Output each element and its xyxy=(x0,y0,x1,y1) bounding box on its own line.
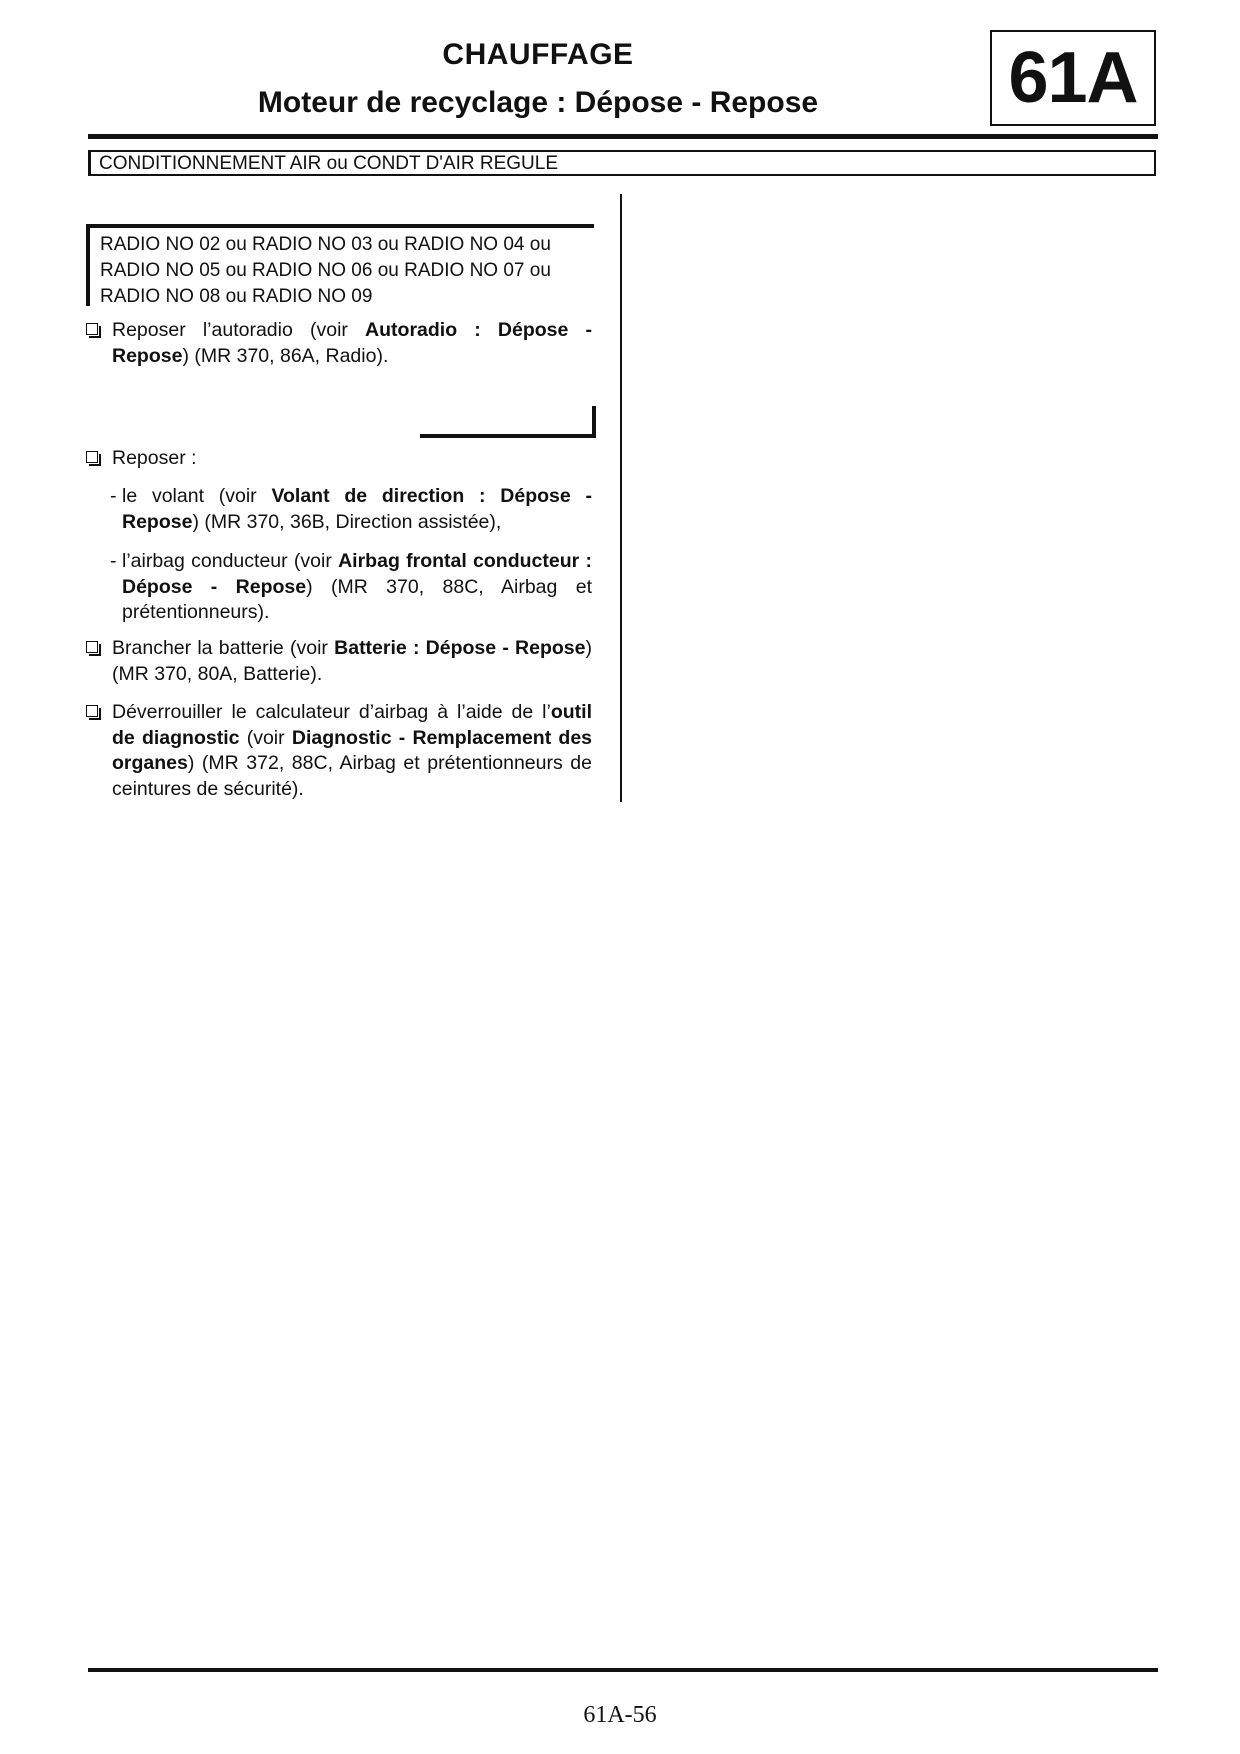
step-reference: Batterie : Dépose - Repose xyxy=(334,637,586,659)
dash-bullet: - xyxy=(110,550,117,572)
step-reposer xyxy=(86,446,592,472)
radio-box-end-mark xyxy=(420,406,596,438)
step-text: Brancher la batterie (voir xyxy=(112,637,335,659)
step-text: l’airbag conducteur (voir xyxy=(122,550,339,572)
condition-text: CONDITIONNEMENT AIR ou CONDT D'AIR REGULE xyxy=(99,153,558,174)
checkbox-bullet-icon xyxy=(86,705,98,717)
document-header xyxy=(88,36,988,122)
step-text: le volant (voir xyxy=(122,485,272,507)
radio-box-left-border xyxy=(86,224,90,306)
step-text: ) (MR 372, 88C, Airbag et prétentionneurs de ceintures de sécurité). xyxy=(112,752,592,800)
step-deverrouiller xyxy=(86,700,592,802)
checkbox-bullet-icon xyxy=(86,323,98,335)
dash-bullet: - xyxy=(110,485,117,507)
end-mark-horizontal xyxy=(420,434,596,438)
radio-condition-text: RADIO NO 02 ou RADIO NO 03 ou RADIO NO 04 ou RADIO NO 05 ou RADIO NO 06 ou RADIO NO 07 ou RADIO NO 08 ou RADIO NO 09 xyxy=(100,234,551,307)
step-text: Reposer l’autoradio (voir xyxy=(112,319,366,341)
step-batterie xyxy=(86,636,592,687)
footer-rule xyxy=(88,1668,1158,1672)
radio-condition-box xyxy=(86,224,594,306)
document-subtitle: Moteur de recyclage : Dépose - Repose xyxy=(257,86,819,119)
checkbox-bullet-icon xyxy=(86,451,98,463)
step-text: ) (MR 370, 36B, Direction assistée), xyxy=(192,510,502,533)
substep-airbag xyxy=(110,549,592,626)
step-text: ) (MR 370, 88C, Airbag et prétentionneurs). xyxy=(122,575,592,623)
step-text: ) (MR 370, 86A, Radio). xyxy=(182,344,389,367)
step-reference: Diagnostic - Remplacement des organes xyxy=(112,726,593,774)
end-mark-vertical xyxy=(592,406,596,438)
page-number: 61A-56 xyxy=(583,1702,657,1728)
condition-bar xyxy=(88,150,1156,176)
step-text: Déverrouiller le calculateur d’airbag à l’aide de l’ xyxy=(112,701,551,723)
checkbox-bullet-icon xyxy=(86,641,98,653)
step-text: Reposer : xyxy=(112,447,197,469)
tool-reference: outil de diagnostic xyxy=(112,701,592,749)
step-text: (voir xyxy=(239,726,292,749)
section-code-box: 61A xyxy=(990,30,1156,126)
step-reference: Airbag frontal conducteur : Dépose - Repose xyxy=(122,550,592,598)
column-divider xyxy=(620,194,622,802)
header-rule xyxy=(88,134,1158,139)
substep-volant xyxy=(110,484,592,535)
step-reference: Volant de direction : Dépose - Repose xyxy=(122,485,592,533)
step-text: ) (MR 370, 80A, Batterie). xyxy=(112,637,592,685)
step-reposer-autoradio xyxy=(86,318,592,369)
document-title: CHAUFFAGE xyxy=(442,38,634,71)
radio-box-top-border xyxy=(86,224,594,228)
step-reference: Autoradio : Dépose - Repose xyxy=(112,319,592,367)
